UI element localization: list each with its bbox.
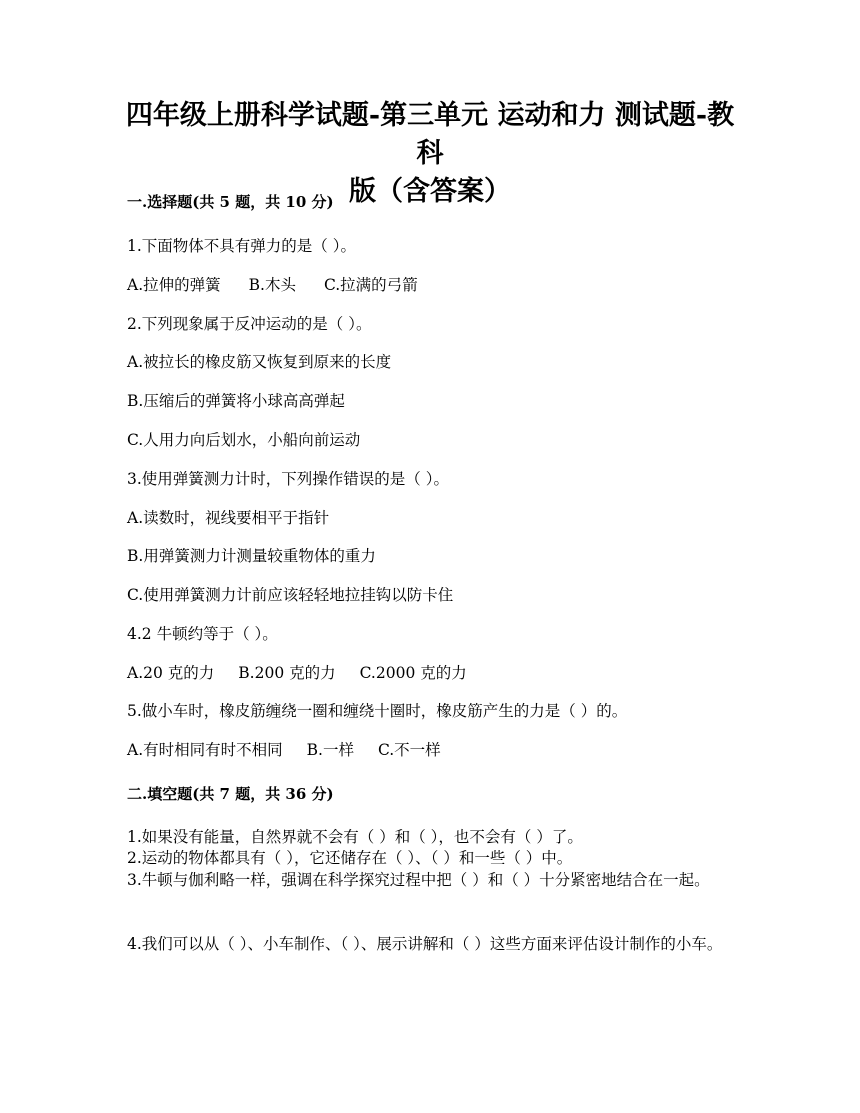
fill-question-3: 3.牛顿与伽利略一样，强调在科学探究过程中把（ ）和（ ）十分紧密地结合在一起。 bbox=[127, 871, 710, 889]
fill-question-4: 4.我们可以从（ ）、小车制作、（ ）、展示讲解和（ ）这些方面来评估设计制作的小车。 bbox=[127, 935, 723, 953]
question-3-stem: 3.使用弹簧测力计时，下列操作错误的是（ ）。 bbox=[127, 470, 449, 488]
question-3-option-b: B.用弹簧测力计测量较重物体的重力 bbox=[127, 547, 376, 565]
fill-question-2: 2.运动的物体都具有（ ），它还储存在（ ）、（ ）和一些（ ）中。 bbox=[127, 849, 573, 867]
question-1-options bbox=[127, 273, 418, 295]
question-5-option-b: B.一样 bbox=[306, 741, 354, 759]
section-heading-fill: 二.填空题(共 7 题，共 36 分) bbox=[127, 785, 334, 803]
fill-question-1: 1.如果没有能量，自然界就不会有（ ）和（ ），也不会有（ ）了。 bbox=[127, 828, 583, 846]
section-heading-choice: 一.选择题(共 5 题，共 10 分) bbox=[127, 193, 334, 211]
question-2-option-b: B.压缩后的弹簧将小球高高弹起 bbox=[127, 392, 345, 410]
question-1-option-a: A.拉伸的弹簧 bbox=[127, 276, 221, 294]
question-4-options bbox=[127, 661, 467, 683]
question-3-option-c: C.使用弹簧测力计前应该轻轻地拉挂钩以防卡住 bbox=[127, 586, 454, 604]
question-5-option-a: A.有时相同有时不相同 bbox=[127, 741, 283, 759]
question-5-stem: 5.做小车时，橡皮筋缠绕一圈和缠绕十圈时，橡皮筋产生的力是（ ）的。 bbox=[127, 702, 628, 720]
question-2-option-c: C.人用力向后划水，小船向前运动 bbox=[127, 431, 361, 449]
question-1-option-c: C.拉满的弓箭 bbox=[323, 276, 418, 294]
question-2-option-a: A.被拉长的橡皮筋又恢复到原来的长度 bbox=[127, 353, 392, 371]
question-2-stem: 2.下列现象属于反冲运动的是（ ）。 bbox=[127, 315, 372, 333]
title-line-1: 四年级上册科学试题-第三单元 运动和力 测试题-教科 bbox=[125, 100, 735, 169]
question-3-option-a: A.读数时，视线要相平于指针 bbox=[127, 509, 330, 527]
question-4-option-c: C.2000 克的力 bbox=[359, 664, 467, 682]
question-4-option-a: A.20 克的力 bbox=[127, 664, 215, 682]
question-5-options bbox=[127, 738, 441, 760]
question-4-option-b: B.200 克的力 bbox=[238, 664, 336, 682]
question-1-option-b: B.木头 bbox=[248, 276, 296, 294]
question-5-option-c: C.不一样 bbox=[377, 741, 441, 759]
question-4-stem: 4.2 牛顿约等于（ ）。 bbox=[127, 625, 278, 643]
question-1-stem: 1.下面物体不具有弹力的是（ ）。 bbox=[127, 237, 356, 255]
title-line-2: 版（含答案） bbox=[349, 176, 511, 207]
